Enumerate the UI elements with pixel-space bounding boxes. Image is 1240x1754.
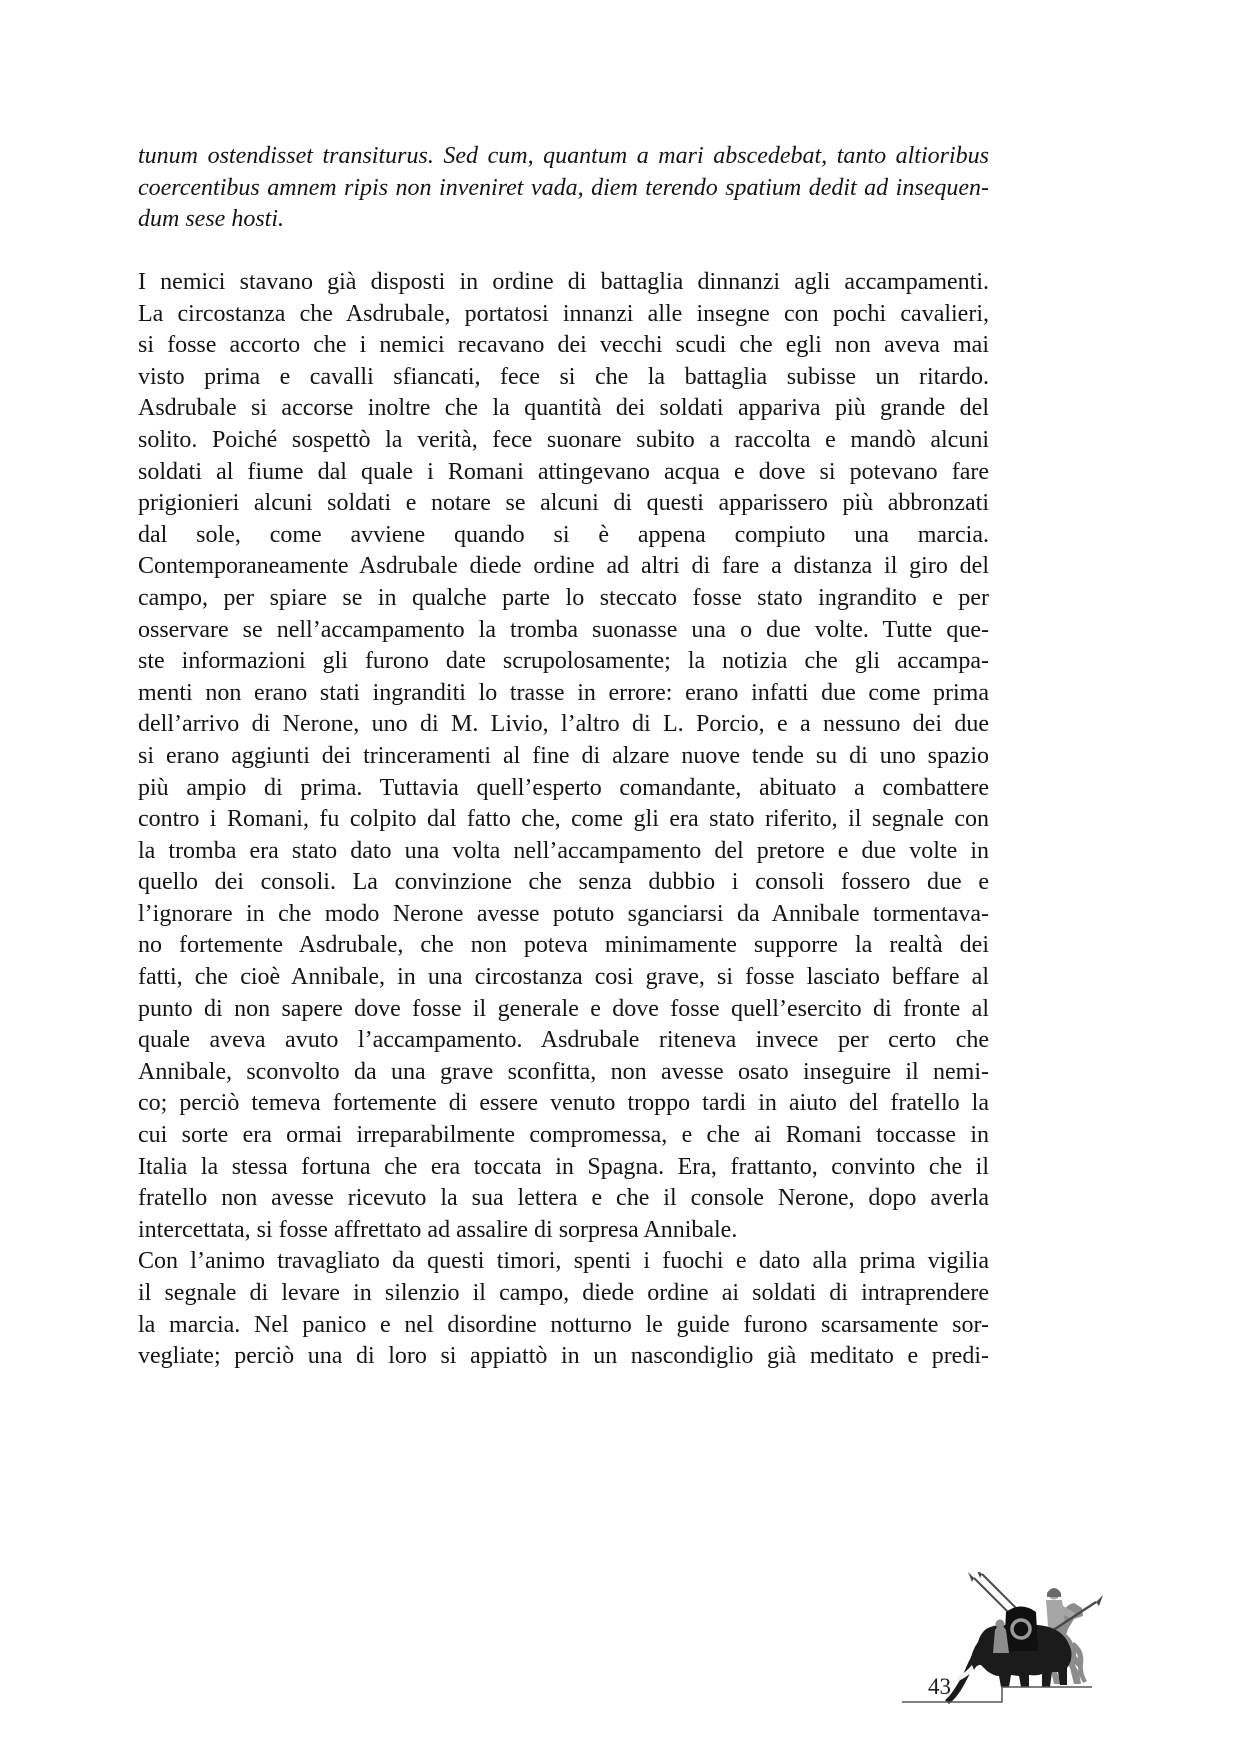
text-line: ste informazioni gli furono date scrupolosamente; la notizia che gli accampa- xyxy=(138,648,989,675)
text-line: contro i Romani, fu colpito dal fatto che, come gli era stato riferito, il segnale con xyxy=(138,806,989,833)
text-line: I nemici stavano già disposti in ordine di battaglia dinnanzi agli accampamenti. xyxy=(138,269,989,295)
text-line: cui sorte era ormai irreparabilmente compromessa, e che ai Romani toccasse in xyxy=(138,1122,989,1149)
text-line: la tromba era stato dato una volta nell’accampamento del pretore e due volte in xyxy=(138,837,989,864)
text-line: co; perciò temeva fortemente di essere venuto troppo tardi in aiuto del fratello la xyxy=(138,1090,989,1117)
text-line: solito. Poiché sospettò la verità, fece suonare subito a raccolta e mandò alcuni xyxy=(138,426,989,453)
text-line: osservare se nell’accampamento la tromba suonasse una o due volte. Tutte que- xyxy=(138,616,989,643)
body-text xyxy=(138,267,989,1373)
text-line: Italia la stessa fortuna che era toccata in Spagna. Era, frattanto, convinto che il xyxy=(138,1153,989,1180)
text-line: quello dei consoli. La convinzione che senza dubbio i consoli fossero due e xyxy=(138,869,989,896)
text-line: si fosse accorto che i nemici recavano dei vecchi scudi che egli non aveva mai xyxy=(138,332,989,359)
text-line: Annibale, sconvolto da una grave sconfitta, non avesse osato inseguire il nemi- xyxy=(138,1058,989,1085)
text-line: il segnale di levare in silenzio il campo, diede ordine ai soldati di intraprendere xyxy=(138,1280,989,1306)
latin-line: tunum ostendisset transiturus. Sed cum, quantum a mari abscedebat, tanto altioribus xyxy=(138,143,989,169)
text-line: la marcia. Nel panico e nel disordine notturno le guide furono scarsamente sor- xyxy=(138,1311,989,1338)
text-line: punto di non sapere dove fosse il generale e dove fosse quell’esercito di fronte al xyxy=(138,995,989,1022)
text-line: più ampio di prima. Tuttavia quell’esperto comandante, abituato a combattere xyxy=(138,774,989,801)
text-line: fratello non avesse ricevuto la sua lettera e che il console Nerone, dopo averla xyxy=(138,1185,989,1212)
text-line: intercettata, si fosse affrettato ad assalire di sorpresa Annibale. xyxy=(138,1216,738,1243)
text-line: prigionieri alcuni soldati e notare se alcuni di questi apparissero più abbronzati xyxy=(138,490,989,517)
text-line: Asdrubale si accorse inoltre che la quantità dei soldati appariva più grande del xyxy=(138,395,989,422)
text-line: dal sole, come avviene quando si è appena compiuto una marcia. xyxy=(138,521,989,548)
text-line: vegliate; perciò una di loro si appiattò in un nascondiglio già meditato e predi- xyxy=(138,1343,989,1370)
text-line: l’ignorare in che modo Nerone avesse potuto sganciarsi da Annibale tormentava- xyxy=(138,900,989,927)
text-line: campo, per spiare se in qualche parte lo steccato fosse stato ingrandito e per xyxy=(138,584,989,611)
text-line: menti non erano stati ingranditi lo trasse in errore: erano infatti due come prima xyxy=(138,679,989,706)
latin-line: coercentibus amnem ripis non inveniret vada, diem terendo spatium dedit ad insequen- xyxy=(138,174,989,201)
latin-line: dum sese hosti. xyxy=(138,206,284,233)
text-line: dell’arrivo di Nerone, uno di M. Livio, l’altro di L. Porcio, e a nessuno dei due xyxy=(138,711,989,738)
text-line: Contemporaneamente Asdrubale diede ordine ad altri di fare a distanza il giro del xyxy=(138,553,989,580)
text-line: visto prima e cavalli sfiancati, fece si che la battaglia subisse un ritardo. xyxy=(138,363,989,390)
latin-passage xyxy=(138,141,989,236)
war-elephant-icon xyxy=(868,1572,1110,1714)
text-line: quale aveva avuto l’accampamento. Asdrubale riteneva invece per certo che xyxy=(138,1027,989,1054)
text-line: si erano aggiunti dei trinceramenti al fine di alzare nuove tende su di uno spazio xyxy=(138,742,989,769)
paragraph xyxy=(138,267,989,1246)
text-line: fatti, che cioè Annibale, in una circostanza cosi grave, si fosse lasciato beffare al xyxy=(138,964,989,991)
page-number: 43 xyxy=(928,1674,951,1699)
footer-illustration xyxy=(868,1572,1110,1714)
paragraph xyxy=(138,1246,989,1372)
text-line: soldati al fiume dal quale i Romani attingevano acqua e dove si potevano fare xyxy=(138,458,989,485)
text-line: no fortemente Asdrubale, che non poteva minimamente supporre la realtà dei xyxy=(138,932,989,959)
howdah-icon xyxy=(993,1607,1038,1654)
text-line: Con l’animo travagliato da questi timori, spenti i fuochi e dato alla prima vigilia xyxy=(138,1248,989,1275)
text-line: La circostanza che Asdrubale, portatosi innanzi alle insegne con pochi cavalieri, xyxy=(138,300,989,327)
